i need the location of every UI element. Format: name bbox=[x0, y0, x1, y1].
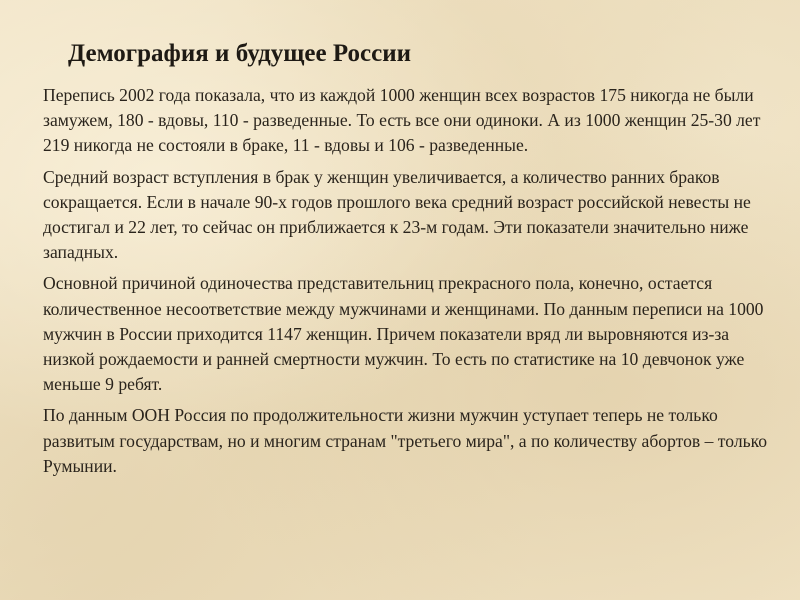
slide-body bbox=[43, 83, 778, 485]
paragraph-marriage-age: Средний возраст вступления в брак у женщин увеличивается, а количество ранних браков сокращается. Если в начале 90-х годов прошлого века средний возраст российской невесты не достигал и 22 лет, то сейчас он приближается к 23-м годам. Эти показатели значительно ниже западных. bbox=[43, 166, 751, 263]
paragraph-census-2002: Перепись 2002 года показала, что из каждой 1000 женщин всех возрастов 175 никогда не были замужем, 180 - вдовы, 110 - разведенные. То есть все они одиноки. А из 1000 женщин 25-30 лет 219 никогда не состояли в браке, 11 - вдовы и 106 - разведенные. bbox=[43, 85, 761, 156]
paragraph-loneliness-cause: Основной причиной одиночества представительниц прекрасного пола, конечно, остается количественное несоответствие между мужчинами и женщинами. По данным переписи на 1000 мужчин в России приходится 1147 женщин. Причем показатели вряд ли выровняются из-за низкой рождаемости и ранней смертности мужчин. То есть по статистике на 10 девчонок уже меньше 9 ребят. bbox=[43, 273, 764, 395]
paragraph-un-data: По данным ООН Россия по продолжительности жизни мужчин уступает теперь не только развитым государствам, но и многим странам "третьего мира", а по количеству абортов – только Румынии. bbox=[43, 405, 768, 476]
slide-title: Демография и будущее России bbox=[68, 40, 412, 67]
